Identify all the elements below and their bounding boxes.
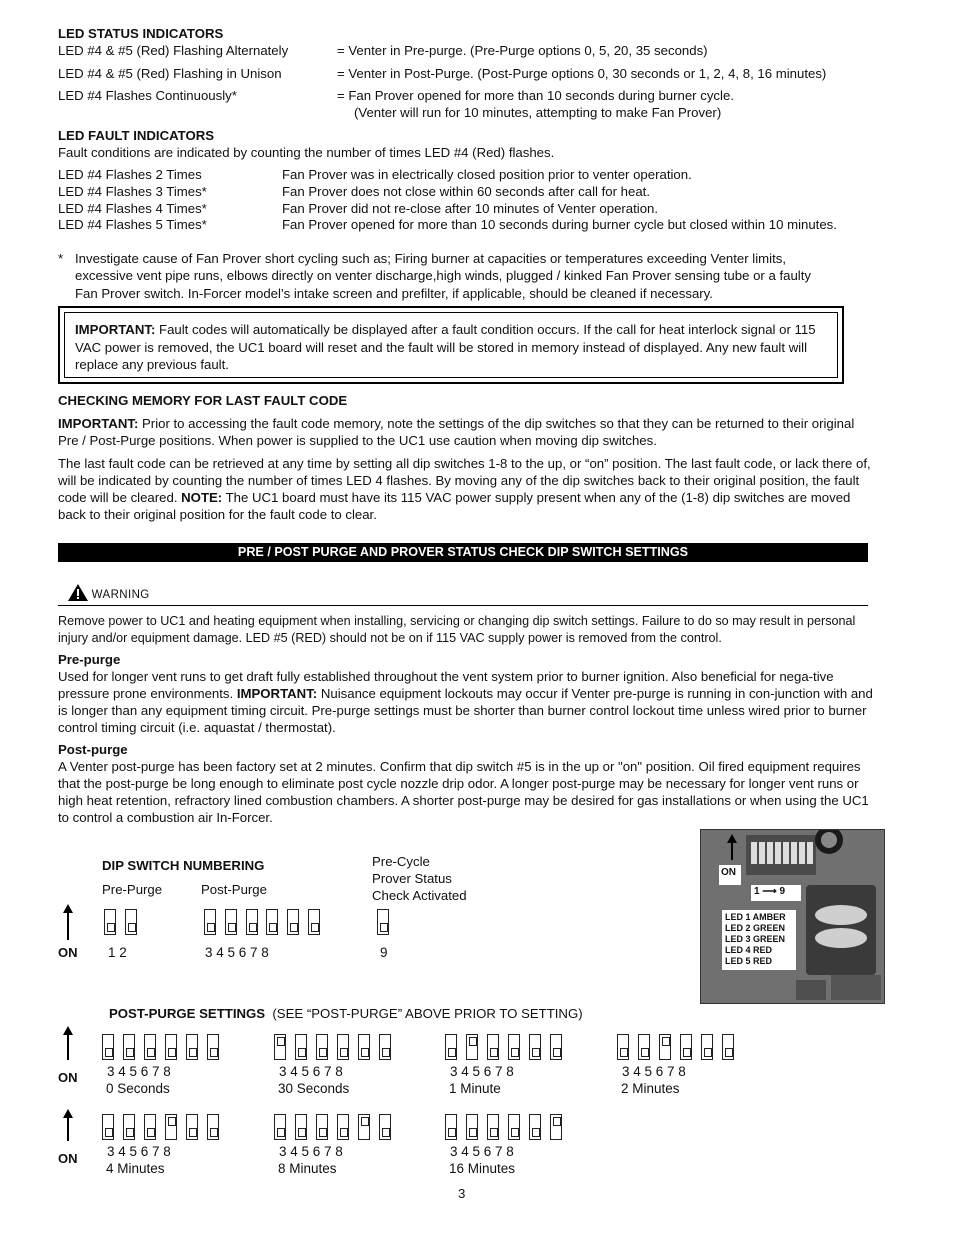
memory-paragraph: The last fault code can be retrieved at any time by setting all dip switches 1-8 to the up, or “on” position. The last fault code, or lack there of, will be indicated by counting the number of times LED 4 flashes. By moving any of the dip switches back to their original position, the fault code will be cleared. NOTE: The UC1 board must have its 115 VAC power supply present when any of the (1-8) dip switches are moved back to their original position for the fault code to clear.	[58, 456, 871, 522]
dip-switch-6	[165, 1114, 177, 1140]
post-purge-caption: 4 Minutes	[106, 1161, 165, 1176]
page-number: 3	[458, 1186, 466, 1201]
dip-switch-knob	[147, 1128, 155, 1137]
dip-switch-knob	[168, 1048, 176, 1057]
dip-switch-knob	[189, 1048, 197, 1057]
dip-switch-1	[104, 909, 116, 935]
dip-switch-7	[186, 1114, 198, 1140]
led-legend-item: LED 5 RED	[725, 956, 773, 966]
dip-switch-4	[225, 909, 237, 935]
dip-numbering-heading: DIP SWITCH NUMBERING	[102, 858, 265, 873]
dip-switch-4	[123, 1034, 135, 1060]
dip-switch-knob	[290, 923, 298, 932]
dip-switch-knob	[126, 1048, 134, 1057]
dip-switch-7	[358, 1034, 370, 1060]
dip-switch-knob	[490, 1048, 498, 1057]
warning-triangle-icon	[68, 584, 88, 601]
dip-switch-6	[508, 1034, 520, 1060]
dip-switch-knob	[361, 1048, 369, 1057]
up-arrow-icon	[67, 912, 69, 940]
prepurge-switch-label: Pre-Purge	[102, 882, 163, 897]
dip-switch-6	[680, 1034, 692, 1060]
dip-switch-knob	[311, 923, 319, 932]
dip-switch-knob	[553, 1117, 561, 1126]
dip-switch-7	[529, 1114, 541, 1140]
post-purge-caption: 30 Seconds	[278, 1081, 350, 1096]
dip-switch-knob	[228, 923, 236, 932]
dip-switch-knob	[382, 1048, 390, 1057]
dip-switch-knob	[147, 1048, 155, 1057]
dip-switch-knob	[382, 1128, 390, 1137]
dip-switch-3	[274, 1114, 286, 1140]
dip-switch-4	[466, 1114, 478, 1140]
led-legend-item: LED 2 GREEN	[725, 923, 786, 933]
dip-switch-knob	[210, 1048, 218, 1057]
dip-switch-8	[379, 1034, 391, 1060]
post-purge-caption: 2 Minutes	[621, 1081, 680, 1096]
dip-switch-4	[295, 1034, 307, 1060]
postpurge-heading: Post-purge	[58, 742, 128, 757]
dip-switch-6	[337, 1034, 349, 1060]
dip-switch-knob	[168, 1117, 176, 1126]
dip-switch-knob	[662, 1037, 670, 1046]
dip-switch-7	[529, 1034, 541, 1060]
dip-switch-5	[487, 1034, 499, 1060]
dip-switch-knob	[511, 1048, 519, 1057]
dip-switch-knob	[704, 1048, 712, 1057]
dip-switch-3	[274, 1034, 286, 1060]
dip-switch-knob	[189, 1128, 197, 1137]
dip-switch-knob	[340, 1128, 348, 1137]
switch-numbers: 3 4 5 6 7 8	[205, 945, 269, 960]
switch-numbers: 1 2	[108, 945, 127, 960]
dip-switch-knob	[511, 1128, 519, 1137]
dip-switch-knob	[105, 1128, 113, 1137]
dip-switch-3	[102, 1034, 114, 1060]
switch-numbers: 9	[380, 945, 388, 960]
dip-switch-8	[379, 1114, 391, 1140]
important-label: IMPORTANT:	[75, 322, 156, 337]
switch-numbers: 3 4 5 6 7 8	[279, 1064, 343, 1079]
dip-switch-2	[125, 909, 137, 935]
up-arrow-icon	[67, 1117, 69, 1141]
post-purge-caption: 0 Seconds	[106, 1081, 170, 1096]
dip-switch-4	[123, 1114, 135, 1140]
dip-switch-knob	[620, 1048, 628, 1057]
dip-switch-knob	[469, 1128, 477, 1137]
dip-switch-knob	[448, 1048, 456, 1057]
dip-switch-8	[550, 1034, 562, 1060]
footnote-line: Investigate cause of Fan Prover short cycling such as; Firing burner at capacities or temperatures exceeding Venter limits,	[75, 251, 786, 266]
dip-switch-knob	[683, 1048, 691, 1057]
dip-switch-5	[144, 1034, 156, 1060]
on-label: ON	[58, 1070, 78, 1085]
dip-switch-knob	[340, 1048, 348, 1057]
prepurge-heading: Pre-purge	[58, 652, 121, 667]
switch-numbers: 3 4 5 6 7 8	[622, 1064, 686, 1079]
dip-switch-knob	[380, 923, 388, 932]
warning-label: WARNING	[91, 589, 150, 601]
photo-range-label: 1 ⟶ 9	[751, 885, 801, 901]
dip-switch-knob	[319, 1128, 327, 1137]
dip-switch-knob	[107, 923, 115, 932]
dip-switch-knob	[298, 1128, 306, 1137]
important-box	[58, 306, 844, 384]
dip-switch-knob	[277, 1128, 285, 1137]
dip-switch-knob	[490, 1128, 498, 1137]
dip-switch-8	[308, 909, 320, 935]
dip-switch-4	[466, 1034, 478, 1060]
postpurge-paragraph: A Venter post-purge has been factory set at 2 minutes. Confirm that dip switch #5 is in the up or "on" position. Oil fired equipment requires that the post-purge be long enough to eliminate post cycle nozzle drip odor. A longer post-purge may be necessary for longer vent runs or high heat retention, refractory lined combustion chambers. A shorter post-purge may be desired for gas installations or when using the UC1 to control a combustion air In-Forcer.	[58, 759, 869, 825]
dip-switch-knob	[532, 1048, 540, 1057]
memory-heading: CHECKING MEMORY FOR LAST FAULT CODE	[58, 393, 348, 408]
footnote-mark: *	[58, 251, 64, 266]
dip-switch-knob	[126, 1128, 134, 1137]
dip-switch-3	[445, 1034, 457, 1060]
dip-switch-6	[337, 1114, 349, 1140]
footnote-line: excessive vent pipe runs, elbows directly on venter discharge,high winds, plugged / kinked Fan Prover sensing tube or a faulty	[75, 268, 811, 283]
dip-switch-knob	[210, 1128, 218, 1137]
dip-switch-knob	[298, 1048, 306, 1057]
dip-switch-6	[508, 1114, 520, 1140]
led-legend-item: LED 1 AMBER	[725, 912, 786, 922]
important-text: Fault codes will automatically be displayed after a fault condition occurs. If the call for heat interlock signal or 115 VAC power is removed, the UC1 board will reset and the fault will be stored in memory instead of displayed. Any new fault will replace any previous fault.	[75, 322, 816, 372]
dip-switch-knob	[277, 1037, 285, 1046]
dip-switch-7	[701, 1034, 713, 1060]
switch-numbers: 3 4 5 6 7 8	[450, 1144, 514, 1159]
precycle-label: Prover Status	[372, 871, 452, 886]
postpurge-switch-label: Post-Purge	[201, 882, 267, 897]
on-label: ON	[58, 945, 78, 960]
dip-switch-knob	[361, 1117, 369, 1126]
dip-switch-knob	[269, 923, 277, 932]
dip-switch-knob	[128, 923, 136, 932]
memory-important-paragraph: IMPORTANT: Prior to accessing the fault code memory, note the settings of the dip switches so that they can be returned to their original Pre / Post-Purge positions. When power is supplied to the UC1 use caution when moving dip switches.	[58, 416, 855, 448]
led-legend-item: LED 3 GREEN	[725, 934, 786, 944]
dip-switch-knob	[641, 1048, 649, 1057]
switch-numbers: 3 4 5 6 7 8	[107, 1144, 171, 1159]
up-arrow-icon	[67, 1034, 69, 1060]
on-label: ON	[58, 1151, 78, 1166]
precycle-label: Check Activated	[372, 888, 467, 903]
post-purge-caption: 16 Minutes	[449, 1161, 516, 1176]
footnote-line: Fan Prover switch. In-Forcer model’s intake screen and prefilter, if applicable, should be cleaned if necessary.	[75, 286, 713, 301]
dip-switch-knob	[725, 1048, 733, 1057]
dip-switch-7	[358, 1114, 370, 1140]
up-arrow-icon	[731, 842, 733, 860]
photo-on-label: ON	[719, 865, 741, 885]
precycle-label: Pre-Cycle	[372, 854, 430, 869]
dip-switch-knob	[448, 1128, 456, 1137]
switch-numbers: 3 4 5 6 7 8	[450, 1064, 514, 1079]
post-purge-caption: 8 Minutes	[278, 1161, 337, 1176]
led-status-heading: LED STATUS INDICATORS	[58, 26, 224, 41]
dip-switch-5	[144, 1114, 156, 1140]
dip-switch-knob	[532, 1128, 540, 1137]
dip-switch-5	[487, 1114, 499, 1140]
dip-switch-5	[316, 1034, 328, 1060]
dip-switch-knob	[319, 1048, 327, 1057]
dip-switch-3	[102, 1114, 114, 1140]
dip-switch-knob	[207, 923, 215, 932]
dip-switch-3	[445, 1114, 457, 1140]
dip-switch-6	[165, 1034, 177, 1060]
dip-switch-knob	[469, 1037, 477, 1046]
led-legend	[722, 910, 796, 970]
prepurge-paragraph: Used for longer vent runs to get draft fully established throughout the vent system prior to burner ignition. Also beneficial for nega-tive pressure prone environments. IMPORTANT: Nuisance equipment lockouts may occur if Venter pre-purge is running in con-junction with and is longer than any equipment timing circuit. Pre-purge settings must be shorter than burner control lockout time unless wired prior to burner control timing circuit (i.e. aquastat / thermostat).	[58, 669, 873, 735]
post-settings-heading-line: POST-PURGE SETTINGS (SEE “POST-PURGE” ABOVE PRIOR TO SETTING)	[109, 1006, 583, 1021]
dip-switch-knob	[249, 923, 257, 932]
dip-switch-4	[295, 1114, 307, 1140]
warning-divider	[58, 605, 868, 606]
dip-switch-7	[186, 1034, 198, 1060]
led-fault-intro: Fault conditions are indicated by counting the number of times LED #4 (Red) flashes.	[58, 145, 555, 160]
dip-switch-8	[207, 1034, 219, 1060]
dip-switch-5	[316, 1114, 328, 1140]
dip-switch-4	[638, 1034, 650, 1060]
board-photo	[700, 829, 885, 1004]
dip-switch-8	[550, 1114, 562, 1140]
warning-text: Remove power to UC1 and heating equipment when installing, servicing or changing dip switch settings. Failure to do so may result in personal injury and/or equipment damage. LED #5 (RED) should not be on if 115 VAC supply power is removed from the control.	[58, 614, 856, 645]
dip-switch-knob	[105, 1048, 113, 1057]
dip-switch-8	[207, 1114, 219, 1140]
dip-switch-8	[722, 1034, 734, 1060]
dip-switch-5	[659, 1034, 671, 1060]
dip-switch-3	[204, 909, 216, 935]
switch-numbers: 3 4 5 6 7 8	[107, 1064, 171, 1079]
warning-label-group	[68, 584, 150, 601]
led-legend-item: LED 4 RED	[725, 945, 773, 955]
dip-switch-5	[246, 909, 258, 935]
switch-numbers: 3 4 5 6 7 8	[279, 1144, 343, 1159]
dip-switch-7	[287, 909, 299, 935]
dip-switch-6	[266, 909, 278, 935]
dip-switch-9	[377, 909, 389, 935]
section-banner: PRE / POST PURGE AND PROVER STATUS CHECK DIP SWITCH SETTINGS	[58, 543, 868, 562]
dip-switch-3	[617, 1034, 629, 1060]
post-purge-caption: 1 Minute	[449, 1081, 501, 1096]
dip-switch-knob	[553, 1048, 561, 1057]
led-fault-heading: LED FAULT INDICATORS	[58, 128, 215, 143]
